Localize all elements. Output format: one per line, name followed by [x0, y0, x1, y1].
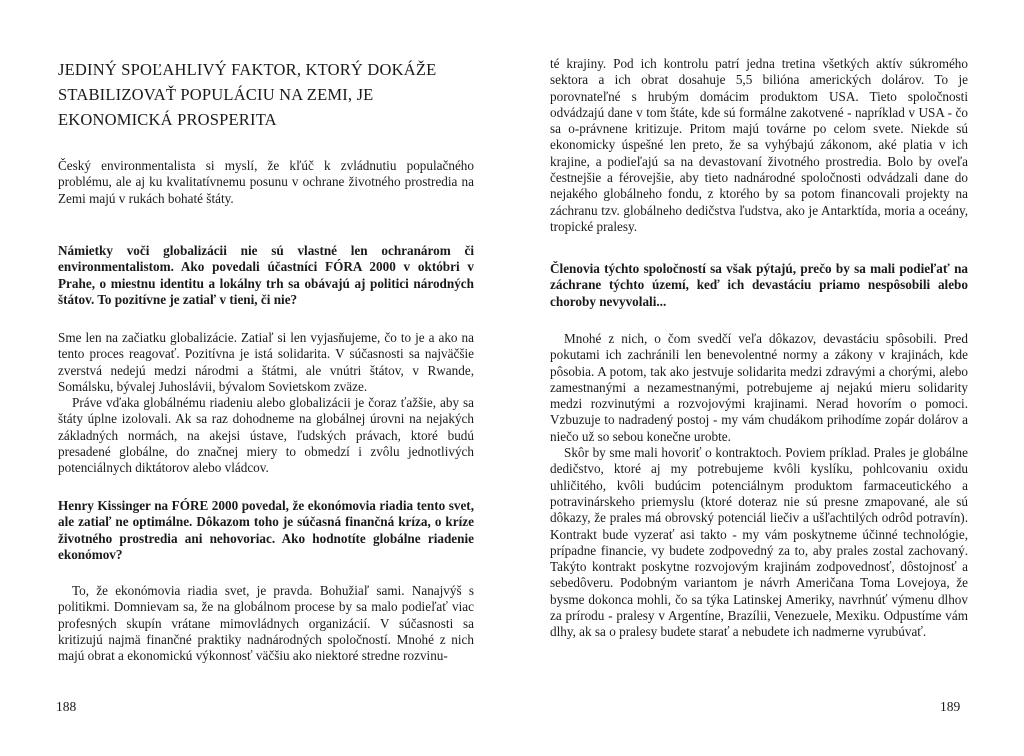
question-block-3: [550, 261, 968, 310]
right-page: [512, 0, 1024, 756]
intro-paragraph-block: [58, 158, 474, 207]
article-title: JEDINÝ SPOĽAHLIVÝ FAKTOR, KTORÝ DOKÁŽE STABILIZOVAŤ POPULÁCIU NA ZEMI, JE EKONOMICKÁ PROSPERITA: [58, 60, 437, 129]
answer-paragraph: Práve vďaka globálnému riadeniu alebo globalizácii je čoraz ťažšie, aby sa štáty úplne izolovali. Ak sa raz dohodneme na globálnej úrovni na nejakých základných normách, na akejsi ústave, ľudských právach, ktoré budú presadené globálne, do značnej miery to obmedzí i zvôlu jednotlivých potenciálnych diktátorov alebo vládcov.: [58, 395, 474, 476]
answer-paragraph: Skôr by sme mali hovoriť o kontraktoch. Poviem príklad. Prales je globálne dedičstvo, ktoré aj my potrebujeme kvôli kyslíku, pohlcovaniu oxidu uhličitého, kvôli budúcim potenciálnym produktom farmaceutického a potravinárskeho priemyslu (ktoré doteraz nie sú presne zmapované, ale sú dôkazy, že prales má obrovský potenciál liečiv a ušľachtilých odrôd potravín). Kontrakt bude vyzerať asi takto - my vám poskytneme účinné technológie, prípadne financie, vy budete zodpovedný za to, aby prales zostal zachovaný. Takýto kontrakt poskytne rozvojovým krajinám zodpovednosť, dôstojnosť a sebedôveru. Podobným variantom je návrh Američana Toma Lovejoya, že bysme dokonca mohli, čo sa týka Latinskej Ameriky, navrhnúť výmenu dlhov za prírodu - pralesy v Argentíne, Brazílii, Venezuele, Mexiku. Odpustíme vám dlhy, ak sa o pralesy budete starať a nebudete ich nadmerne vyrubúvať.: [550, 445, 968, 640]
interview-question: Námietky voči globalizácii nie sú vlastné len ochranárom či environmentalistom. Ako povedali účastníci FÓRA 2000 v októbri v Prahe, o miestnu identitu a lokálny trh sa obávajú aj politici národných štátov. To pozitívne je zatiaľ v tieni, či nie?: [58, 243, 474, 307]
page-number: 189: [940, 699, 961, 714]
answer-paragraph: té krajiny. Pod ich kontrolu patrí jedna tretina všetkých aktív súkromého sektora a ich obrat dosahuje 5,5 bilióna amerických dolárov. To je porovnateľné s hrubým domácim produktom USA. Tieto spoločnosti odvádzajú dane v tom štáte, kde sú formálne zakotvené - napríklad v USA - čo sa o-právnene kritizuje. Pritom majú továrne po celom svete. Niekde sú ekonomicky úspešné len preto, že sa vyhýbajú zákonom, aké platia v ich krajine, a podieľajú sa na devastovaní životného prostredia. Bolo by oveľa čestnejšie a férovejšie, aby tieto nadnárodné spoločnosti odvádzali dane do nejakého globálneho fondu, z ktorého by sa potom financovali projekty na záchranu tzv. globálneho dedičstva ľudstva, ako je Antarktída, moria a oceány, tropické pralesy.: [550, 56, 968, 234]
interview-question: Henry Kissinger na FÓRE 2000 povedal, že ekonómovia riadia tento svet, ale zatiaľ ne optimálne. Dôkazom toho je súčasná finančná kríza, o kríze životného prostredia ani nehovoriac. Ako hodnotíte globálne riadenie ekonómov?: [58, 498, 474, 562]
question-block-1: [58, 243, 474, 308]
intro-paragraph: Český environmentalista si myslí, že kľúč k zvládnutiu populačného problému, ale aj ku kvalitatívnemu posunu v ochrane životného prostredia na Zemi majú v rukách bohaté štáty.: [58, 158, 474, 206]
page-number: 188: [56, 699, 77, 714]
answer-block-2: [58, 583, 474, 664]
answer-paragraph: Mnohé z nich, o čom svedčí veľa dôkazov, devastáciu spôsobili. Pred pokutami ich zachránili len benevolentné normy a zákony v krajinách, kde pôsobia. A potom, tak ako jestvuje solidarita medzi zdravými a chorými, alebo zamestnanými a nezamestnanými, potrebujeme aj nejakú mieru solidarity medzi rozvinutými a rozvojovými krajinami. Nerad hovorím o pomoci. Vzbuzuje to nadradený postoj - my vám chudákom prihodíme zopár dolárov a niečo už so sebou konečne urobte.: [550, 331, 968, 444]
question-block-2: [58, 498, 474, 563]
interview-question: Členovia týchto spoločností sa však pýtajú, prečo by sa mali podieľať na záchrane týchto území, keď ich devastáciu priamo nespôsobili alebo choroby nevyvolali...: [550, 261, 968, 309]
answer-paragraph: Sme len na začiatku globalizácie. Zatiaľ si len vyjasňujeme, čo to je a ako na tento proces reagovať. Pozitívna je istá solidarita. V súčasnosti sa najväčšie zverstvá nedejú medzi národmi a štátmi, ale vnútri štátov, v Rwande, Somálsku, bývalej Juhoslávii, bývalom Sovietskom zväze.: [58, 330, 474, 394]
answer-paragraph: To, že ekonómovia riadia svet, je pravda. Bohužiaľ sami. Nanajvýš s politikmi. Domnievam sa, že na globálnom procese by sa malo podieľať viac profesných skupín vrátane mimovládnych organizácií. V súčasnosti sa kritizujú najmä finančné praktiky nadnárodných spoločností. Mnohé z nich majú obrat a ekonomickú výkonnosť väčšiu ako niektoré stredne rozvinu-: [58, 583, 474, 664]
continued-answer-block: [550, 56, 968, 235]
answer-block-1: [58, 330, 474, 477]
answer-block-3: [550, 331, 968, 641]
